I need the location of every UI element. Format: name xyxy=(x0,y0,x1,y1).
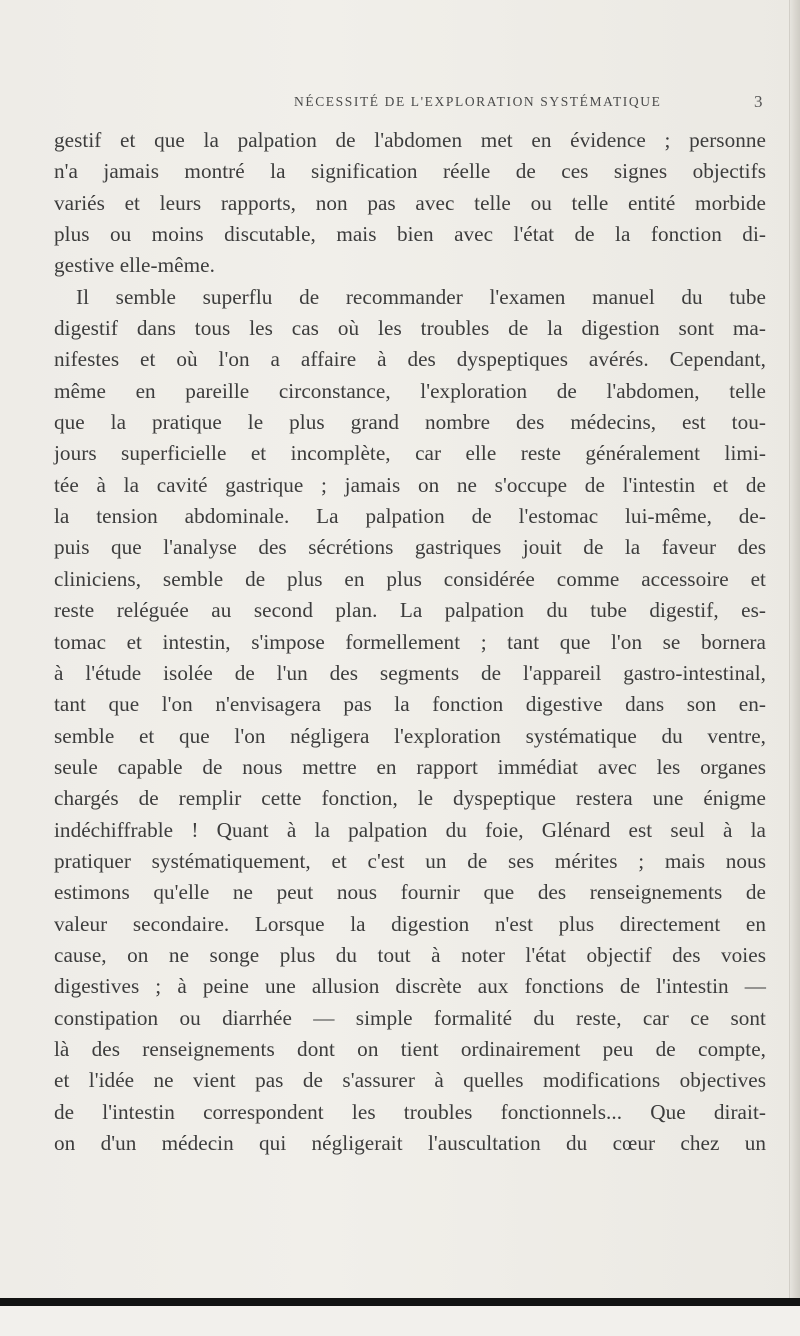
text-line: gestif et que la palpation de l'abdomen met en évidence ; personne xyxy=(54,128,766,152)
text-line: seule capable de nous mettre en rapport immédiat avec les organes xyxy=(54,754,766,779)
scan-bottom-margin xyxy=(0,1306,800,1336)
text-line: plus ou moins discutable, mais bien avec l'état de la fonction di- xyxy=(54,222,766,247)
text-line: indéchiffrable ! Quant à la palpation du foie, Glénard est seul à la xyxy=(54,817,766,842)
page-number: 3 xyxy=(754,92,763,111)
text-line: estimons qu'elle ne peut nous fournir que des renseignements de xyxy=(54,880,766,905)
running-head: NÉCESSITÉ DE L'EXPLORATION SYSTÉMATIQUE xyxy=(294,94,662,109)
text-line: Il semble superflu de recommander l'examen manuel du tube xyxy=(76,284,766,309)
scan-bottom-border xyxy=(0,1298,800,1306)
text-line: là des renseignements dont on tient ordinairement peu de compte, xyxy=(54,1036,766,1061)
text-line: gestive elle-même. xyxy=(54,253,215,278)
body-text xyxy=(54,125,766,1159)
page-header xyxy=(0,94,800,116)
text-line: jours superficielle et incomplète, car elle reste généralement limi- xyxy=(54,441,766,466)
text-line: cliniciens, semble de plus en plus considérée comme accessoire et xyxy=(54,566,766,591)
text-line: n'a jamais montré la signification réelle de ces signes objectifs xyxy=(54,159,766,184)
text-line: semble et que l'on négligera l'exploration systématique du ventre, xyxy=(54,723,766,748)
text-line: tée à la cavité gastrique ; jamais on ne s'occupe de l'intestin et de xyxy=(54,472,766,497)
text-line: chargés de remplir cette fonction, le dyspeptique restera une énigme xyxy=(54,786,766,811)
text-line: même en pareille circonstance, l'exploration de l'abdomen, telle xyxy=(54,378,766,403)
text-line: et l'idée ne vient pas de s'assurer à quelles modifications objectives xyxy=(54,1068,766,1093)
text-line: nifestes et où l'on a affaire à des dyspeptiques avérés. Cependant, xyxy=(54,347,766,372)
text-line: de l'intestin correspondent les troubles fonctionnels... Que dirait- xyxy=(54,1099,766,1124)
text-line: digestif dans tous les cas où les troubles de la digestion sont ma- xyxy=(54,316,766,341)
text-line: à l'étude isolée de l'un des segments de l'appareil gastro-intestinal, xyxy=(54,660,766,685)
text-line: que la pratique le plus grand nombre des médecins, est tou- xyxy=(54,410,766,435)
page-edge xyxy=(789,0,800,1336)
text-line: valeur secondaire. Lorsque la digestion n'est plus directement en xyxy=(54,911,766,936)
text-line: tomac et intestin, s'impose formellement ; tant que l'on se bornera xyxy=(54,629,766,654)
text-line: on d'un médecin qui négligerait l'auscultation du cœur chez un xyxy=(54,1131,766,1155)
text-line: variés et leurs rapports, non pas avec telle ou telle entité morbide xyxy=(54,190,766,215)
text-line: constipation ou diarrhée — simple formalité du reste, car ce sont xyxy=(54,1005,766,1030)
text-line: pratiquer systématiquement, et c'est un de ses mérites ; mais nous xyxy=(54,848,766,873)
text-line: la tension abdominale. La palpation de l'estomac lui-même, de- xyxy=(54,504,766,529)
text-line: tant que l'on n'envisagera pas la fonction digestive dans son en- xyxy=(54,692,766,717)
text-line: reste reléguée au second plan. La palpation du tube digestif, es- xyxy=(54,598,766,623)
text-line: cause, on ne songe plus du tout à noter l'état objectif des voies xyxy=(54,942,766,967)
text-line: digestives ; à peine une allusion discrète aux fonctions de l'intestin — xyxy=(54,974,766,999)
text-line: puis que l'analyse des sécrétions gastriques jouit de la faveur des xyxy=(54,535,766,560)
